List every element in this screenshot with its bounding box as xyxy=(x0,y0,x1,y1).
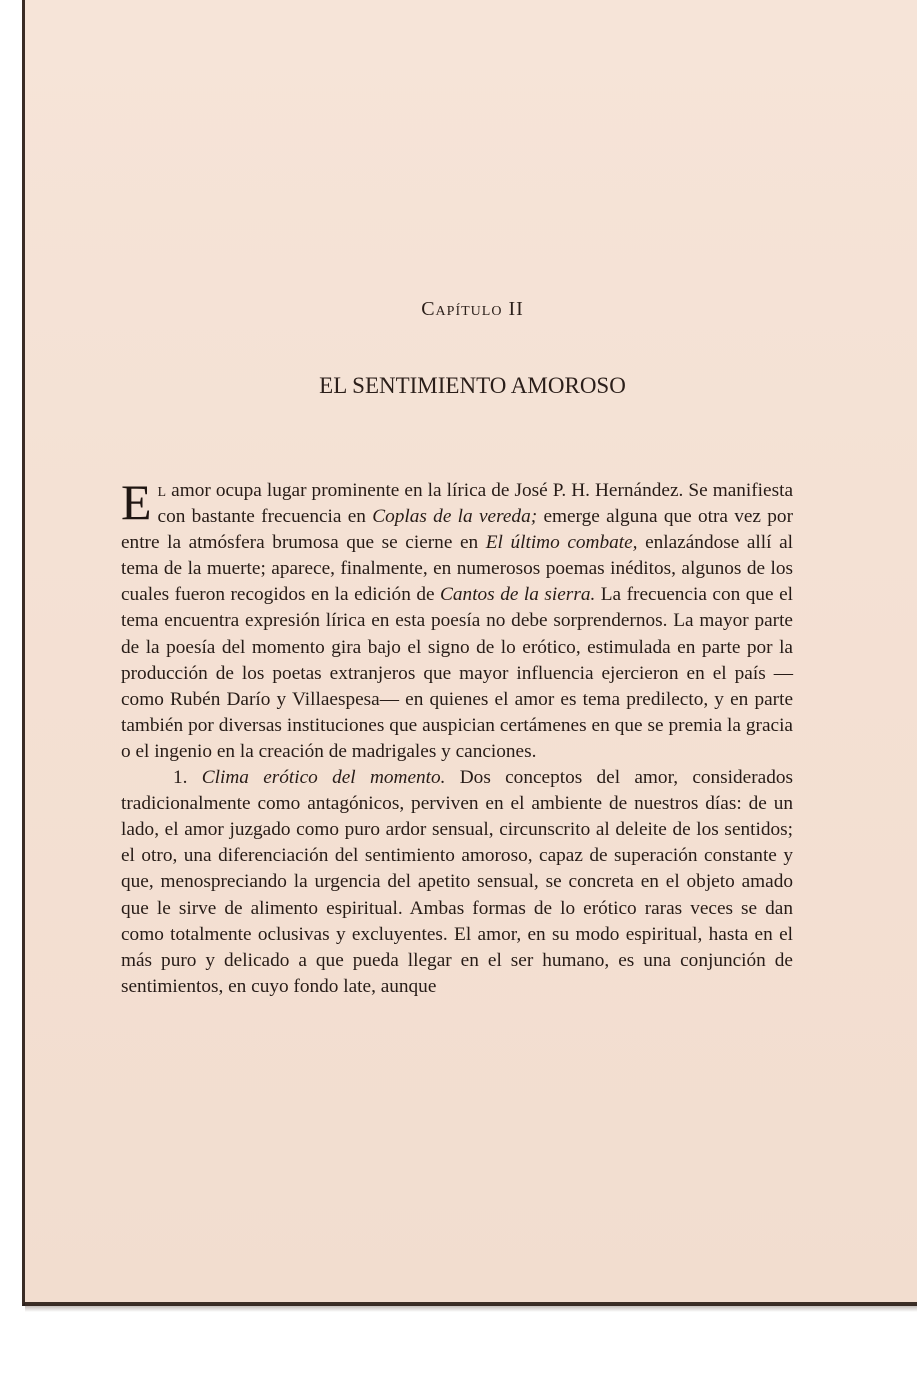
paragraph-2 xyxy=(121,765,793,1000)
work-title-coplas: Coplas de la vereda; xyxy=(372,506,538,528)
text-run: La frecuencia con que el tema encuentra expresión lírica en esta poesía no debe sorprendernos. La mayor parte de la poesía del momento gira bajo el signo de lo erótico, estimulada en parte por la producción de los poetas extranjeros que mayor influencia ejercieron en el país —como Rubén Darío y Villaespesa— en quienes el amor es tema predilecto, y en parte también por diversas instituciones que auspician certámenes en que se premia la gracia o el ingenio en la creación de madrigales y canciones. xyxy=(121,584,793,762)
chapter-title: EL SENTIMIENTO AMOROSO xyxy=(319,373,626,398)
section-number: 1. xyxy=(173,767,188,789)
work-title-cantos: Cantos de la sierra. xyxy=(440,584,596,606)
text-run: amor ocupa lugar prominente en la lírica de José P. H. Hernández. Se manifiesta con bastante frecuencia en xyxy=(157,480,793,528)
text-run: Dos conceptos del amor, considerados tradicionalmente como antagónicos, perviven en el ambiente de nuestros días: de un lado, el amor juzgado como puro ardor sensual, circunscrito al deleite de los sentidos; el otro, una diferenciación del sentimiento amoroso, capaz de superación constante y que, menospreciando la urgencia del apetito sensual, se concreta en el objeto amado que le sirve de alimento espiritual. Ambas formas de lo erótico raras veces se dan como totalmente oclusivas y excluyentes. El amor, en su modo espiritual, hasta en el más puro y delicado a que pueda llegar en el ser humano, es una conjunción de sentimientos, en cuyo fondo late, aunque xyxy=(121,767,793,997)
drop-cap: E xyxy=(121,474,152,530)
text-run: emerge alguna que otra vez por entre la atmósfera brumosa que se cierne en xyxy=(121,506,793,554)
body-text xyxy=(121,474,793,1000)
lead-letter: l xyxy=(157,480,167,501)
section-heading: Clima erótico del momento. xyxy=(201,767,446,789)
page-edge-shadow xyxy=(25,1302,917,1312)
chapter-label: Capítulo II xyxy=(421,298,524,320)
book-page xyxy=(22,0,917,1306)
work-title-ultimo-combate: El último combate, xyxy=(485,532,638,554)
text-run: enlazándose allí al tema de la muerte; aparece, finalmente, en numerosos poemas inéditos, algunos de los cuales fueron recogidos en la edición de xyxy=(121,532,793,606)
paragraph-1 xyxy=(121,474,793,765)
